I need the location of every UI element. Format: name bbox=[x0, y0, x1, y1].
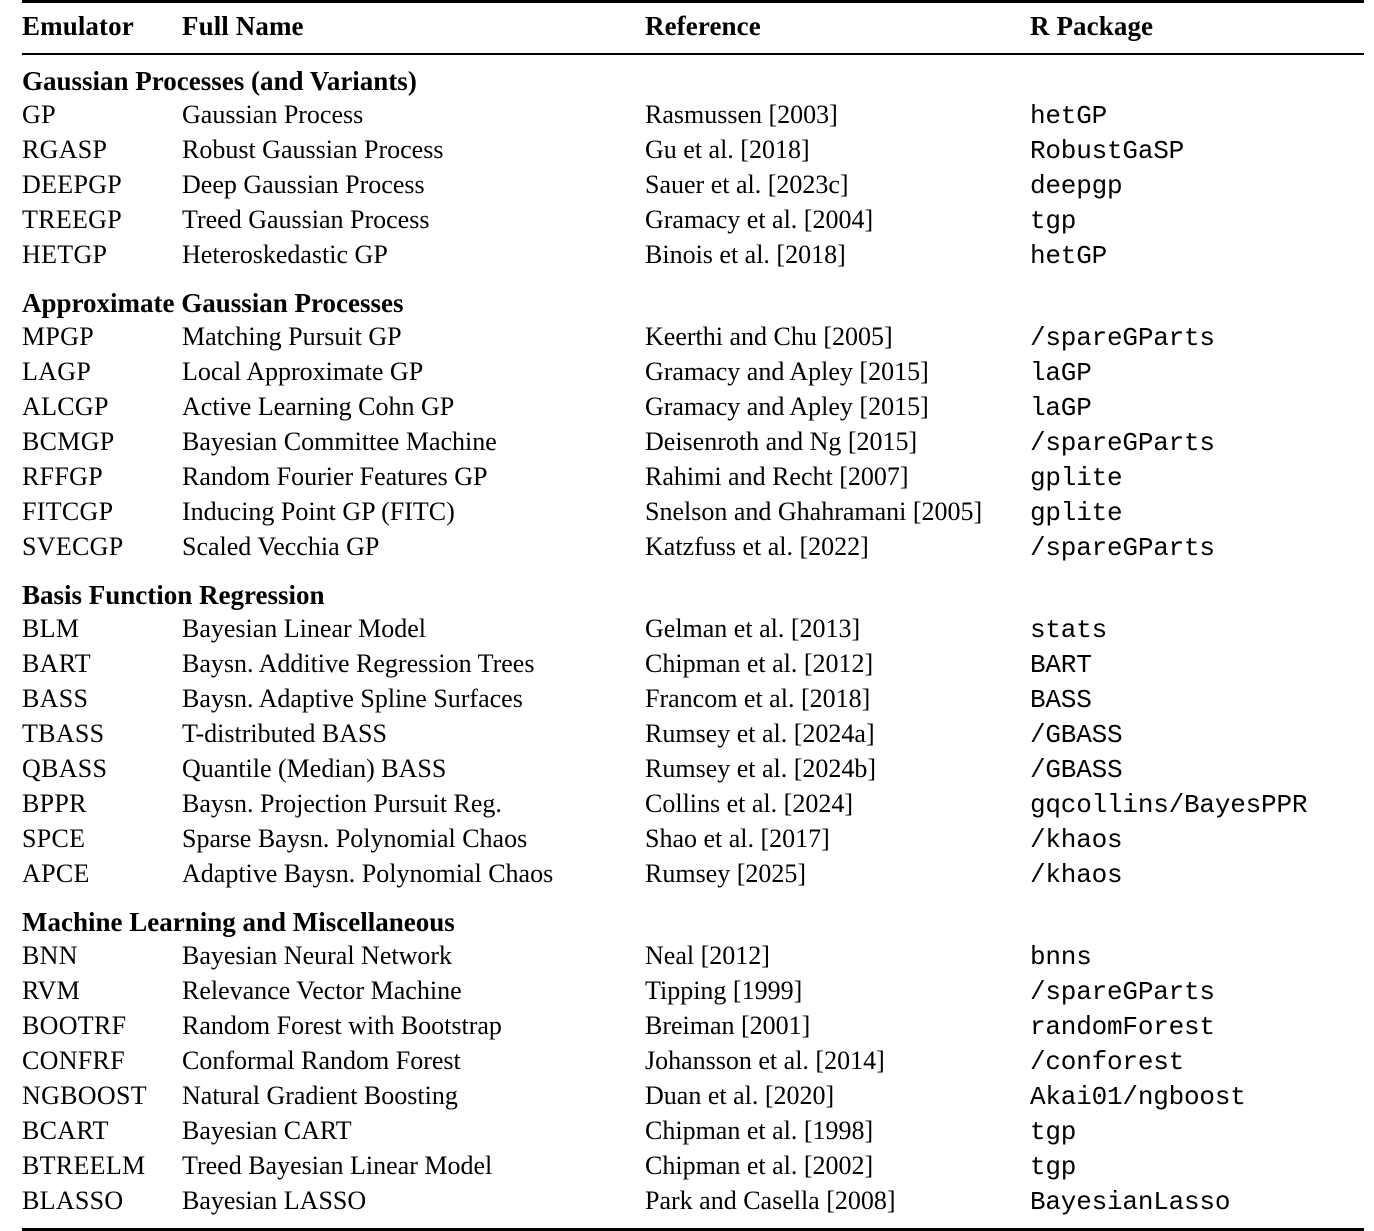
table-row bbox=[22, 974, 1364, 1009]
cell-r-package: BayesianLasso bbox=[1030, 1184, 1364, 1219]
table-row bbox=[22, 238, 1364, 273]
cell-reference: Gramacy and Apley [2015] bbox=[645, 355, 1030, 390]
cell-emulator: MPGP bbox=[22, 320, 182, 355]
cell-emulator: BOOTRF bbox=[22, 1009, 182, 1044]
table-row bbox=[22, 939, 1364, 974]
cell-emulator: GP bbox=[22, 98, 182, 133]
cell-reference: Park and Casella [2008] bbox=[645, 1184, 1030, 1219]
cell-r-package: /GBASS bbox=[1030, 717, 1364, 752]
cell-emulator: BPPR bbox=[22, 787, 182, 822]
cell-emulator: BCMGP bbox=[22, 425, 182, 460]
cell-full-name: Baysn. Additive Regression Trees bbox=[182, 647, 645, 682]
cell-full-name: Bayesian Committee Machine bbox=[182, 425, 645, 460]
table-row bbox=[22, 390, 1364, 425]
table-row bbox=[22, 1044, 1364, 1079]
table-row bbox=[22, 717, 1364, 752]
table-row bbox=[22, 355, 1364, 390]
cell-r-package: BASS bbox=[1030, 682, 1364, 717]
table-row bbox=[22, 822, 1364, 857]
column-header-emulator: Emulator bbox=[22, 3, 182, 54]
cell-full-name: Robust Gaussian Process bbox=[182, 133, 645, 168]
cell-emulator: NGBOOST bbox=[22, 1079, 182, 1114]
cell-emulator: BASS bbox=[22, 682, 182, 717]
cell-r-package: bnns bbox=[1030, 939, 1364, 974]
cell-r-package: hetGP bbox=[1030, 98, 1364, 133]
cell-emulator: RGASP bbox=[22, 133, 182, 168]
cell-emulator: RVM bbox=[22, 974, 182, 1009]
table-row bbox=[22, 1114, 1364, 1149]
cell-full-name: Sparse Baysn. Polynomial Chaos bbox=[182, 822, 645, 857]
cell-r-package: tgp bbox=[1030, 203, 1364, 238]
header-row bbox=[22, 3, 1364, 54]
cell-r-package: /khaos bbox=[1030, 822, 1364, 857]
cell-reference: Duan et al. [2020] bbox=[645, 1079, 1030, 1114]
cell-reference: Collins et al. [2024] bbox=[645, 787, 1030, 822]
section-header-row bbox=[22, 565, 1364, 612]
table-row bbox=[22, 460, 1364, 495]
cell-reference: Snelson and Ghahramani [2005] bbox=[645, 495, 1030, 530]
table-header bbox=[22, 2, 1364, 56]
table-row bbox=[22, 1009, 1364, 1044]
cell-r-package: BART bbox=[1030, 647, 1364, 682]
cell-full-name: Baysn. Projection Pursuit Reg. bbox=[182, 787, 645, 822]
cell-emulator: SVECGP bbox=[22, 530, 182, 565]
cell-reference: Neal [2012] bbox=[645, 939, 1030, 974]
cell-emulator: ALCGP bbox=[22, 390, 182, 425]
cell-emulator: BLM bbox=[22, 612, 182, 647]
cell-reference: Chipman et al. [2012] bbox=[645, 647, 1030, 682]
cell-r-package: RobustGaSP bbox=[1030, 133, 1364, 168]
cell-reference: Gu et al. [2018] bbox=[645, 133, 1030, 168]
cell-r-package: laGP bbox=[1030, 390, 1364, 425]
table-row bbox=[22, 1184, 1364, 1219]
section-header-row bbox=[22, 892, 1364, 939]
section-header-row bbox=[22, 273, 1364, 320]
cell-emulator: BCART bbox=[22, 1114, 182, 1149]
cell-r-package: gqcollins/BayesPPR bbox=[1030, 787, 1364, 822]
section-header-row bbox=[22, 55, 1364, 98]
cell-full-name: Baysn. Adaptive Spline Surfaces bbox=[182, 682, 645, 717]
cell-full-name: Gaussian Process bbox=[182, 98, 645, 133]
column-header-r-package: R Package bbox=[1030, 3, 1364, 54]
cell-emulator: TBASS bbox=[22, 717, 182, 752]
cell-full-name: Bayesian LASSO bbox=[182, 1184, 645, 1219]
cell-full-name: Quantile (Median) BASS bbox=[182, 752, 645, 787]
column-header-reference: Reference bbox=[645, 3, 1030, 54]
cell-r-package: randomForest bbox=[1030, 1009, 1364, 1044]
cell-r-package: gplite bbox=[1030, 460, 1364, 495]
table-row bbox=[22, 530, 1364, 565]
cell-r-package: tgp bbox=[1030, 1149, 1364, 1184]
cell-full-name: Deep Gaussian Process bbox=[182, 168, 645, 203]
cell-emulator: SPCE bbox=[22, 822, 182, 857]
cell-reference: Deisenroth and Ng [2015] bbox=[645, 425, 1030, 460]
cell-r-package: /spareGParts bbox=[1030, 425, 1364, 460]
cell-emulator: BTREELM bbox=[22, 1149, 182, 1184]
cell-reference: Keerthi and Chu [2005] bbox=[645, 320, 1030, 355]
table-row bbox=[22, 98, 1364, 133]
cell-reference: Shao et al. [2017] bbox=[645, 822, 1030, 857]
cell-full-name: Local Approximate GP bbox=[182, 355, 645, 390]
cell-emulator: QBASS bbox=[22, 752, 182, 787]
cell-r-package: stats bbox=[1030, 612, 1364, 647]
cell-r-package: laGP bbox=[1030, 355, 1364, 390]
cell-full-name: Scaled Vecchia GP bbox=[182, 530, 645, 565]
section-title: Approximate Gaussian Processes bbox=[22, 273, 1364, 320]
table-row bbox=[22, 682, 1364, 717]
cell-reference: Chipman et al. [1998] bbox=[645, 1114, 1030, 1149]
cell-full-name: Random Fourier Features GP bbox=[182, 460, 645, 495]
cell-emulator: FITCGP bbox=[22, 495, 182, 530]
table-row bbox=[22, 752, 1364, 787]
cell-r-package: hetGP bbox=[1030, 238, 1364, 273]
cell-reference: Katzfuss et al. [2022] bbox=[645, 530, 1030, 565]
cell-emulator: LAGP bbox=[22, 355, 182, 390]
cell-r-package: /spareGParts bbox=[1030, 530, 1364, 565]
cell-emulator: BNN bbox=[22, 939, 182, 974]
cell-r-package: Akai01/ngboost bbox=[1030, 1079, 1364, 1114]
column-header-full-name: Full Name bbox=[182, 3, 645, 54]
cell-full-name: Natural Gradient Boosting bbox=[182, 1079, 645, 1114]
table-row bbox=[22, 203, 1364, 238]
cell-emulator: TREEGP bbox=[22, 203, 182, 238]
cell-reference: Breiman [2001] bbox=[645, 1009, 1030, 1044]
cell-emulator: HETGP bbox=[22, 238, 182, 273]
cell-emulator: DEEPGP bbox=[22, 168, 182, 203]
emulator-table bbox=[22, 0, 1364, 1231]
cell-emulator: APCE bbox=[22, 857, 182, 892]
cell-r-package: gplite bbox=[1030, 495, 1364, 530]
cell-reference: Chipman et al. [2002] bbox=[645, 1149, 1030, 1184]
cell-r-package: deepgp bbox=[1030, 168, 1364, 203]
cell-full-name: T-distributed BASS bbox=[182, 717, 645, 752]
cell-reference: Rasmussen [2003] bbox=[645, 98, 1030, 133]
table-row bbox=[22, 1149, 1364, 1184]
cell-full-name: Active Learning Cohn GP bbox=[182, 390, 645, 425]
cell-r-package: /khaos bbox=[1030, 857, 1364, 892]
spacer bbox=[22, 1219, 1364, 1230]
cell-emulator: BART bbox=[22, 647, 182, 682]
section-title: Basis Function Regression bbox=[22, 565, 1364, 612]
table-row bbox=[22, 1079, 1364, 1114]
cell-reference: Sauer et al. [2023c] bbox=[645, 168, 1030, 203]
cell-full-name: Random Forest with Bootstrap bbox=[182, 1009, 645, 1044]
cell-reference: Rumsey [2025] bbox=[645, 857, 1030, 892]
table-row bbox=[22, 647, 1364, 682]
cell-reference: Tipping [1999] bbox=[645, 974, 1030, 1009]
table-row bbox=[22, 133, 1364, 168]
cell-full-name: Conformal Random Forest bbox=[182, 1044, 645, 1079]
cell-reference: Johansson et al. [2014] bbox=[645, 1044, 1030, 1079]
cell-full-name: Matching Pursuit GP bbox=[182, 320, 645, 355]
section-title: Machine Learning and Miscellaneous bbox=[22, 892, 1364, 939]
cell-full-name: Adaptive Baysn. Polynomial Chaos bbox=[182, 857, 645, 892]
cell-r-package: /spareGParts bbox=[1030, 320, 1364, 355]
cell-r-package: /spareGParts bbox=[1030, 974, 1364, 1009]
cell-full-name: Relevance Vector Machine bbox=[182, 974, 645, 1009]
cell-reference: Gelman et al. [2013] bbox=[645, 612, 1030, 647]
cell-reference: Rahimi and Recht [2007] bbox=[645, 460, 1030, 495]
cell-full-name: Inducing Point GP (FITC) bbox=[182, 495, 645, 530]
table-row bbox=[22, 495, 1364, 530]
table-row bbox=[22, 320, 1364, 355]
cell-emulator: BLASSO bbox=[22, 1184, 182, 1219]
cell-reference: Gramacy and Apley [2015] bbox=[645, 390, 1030, 425]
section-title: Gaussian Processes (and Variants) bbox=[22, 55, 1364, 98]
cell-emulator: CONFRF bbox=[22, 1044, 182, 1079]
section-trailing-gap bbox=[22, 1219, 1364, 1230]
cell-full-name: Bayesian CART bbox=[182, 1114, 645, 1149]
cell-full-name: Bayesian Linear Model bbox=[182, 612, 645, 647]
cell-reference: Francom et al. [2018] bbox=[645, 682, 1030, 717]
cell-full-name: Treed Gaussian Process bbox=[182, 203, 645, 238]
cell-reference: Binois et al. [2018] bbox=[645, 238, 1030, 273]
cell-reference: Rumsey et al. [2024b] bbox=[645, 752, 1030, 787]
table-body bbox=[22, 55, 1364, 1230]
table-row bbox=[22, 787, 1364, 822]
table-row bbox=[22, 857, 1364, 892]
cell-emulator: RFFGP bbox=[22, 460, 182, 495]
table-row bbox=[22, 425, 1364, 460]
cell-full-name: Treed Bayesian Linear Model bbox=[182, 1149, 645, 1184]
cell-r-package: tgp bbox=[1030, 1114, 1364, 1149]
cell-r-package: /conforest bbox=[1030, 1044, 1364, 1079]
cell-full-name: Bayesian Neural Network bbox=[182, 939, 645, 974]
cell-r-package: /GBASS bbox=[1030, 752, 1364, 787]
cell-reference: Gramacy et al. [2004] bbox=[645, 203, 1030, 238]
cell-reference: Rumsey et al. [2024a] bbox=[645, 717, 1030, 752]
cell-full-name: Heteroskedastic GP bbox=[182, 238, 645, 273]
table-row bbox=[22, 168, 1364, 203]
table-row bbox=[22, 612, 1364, 647]
